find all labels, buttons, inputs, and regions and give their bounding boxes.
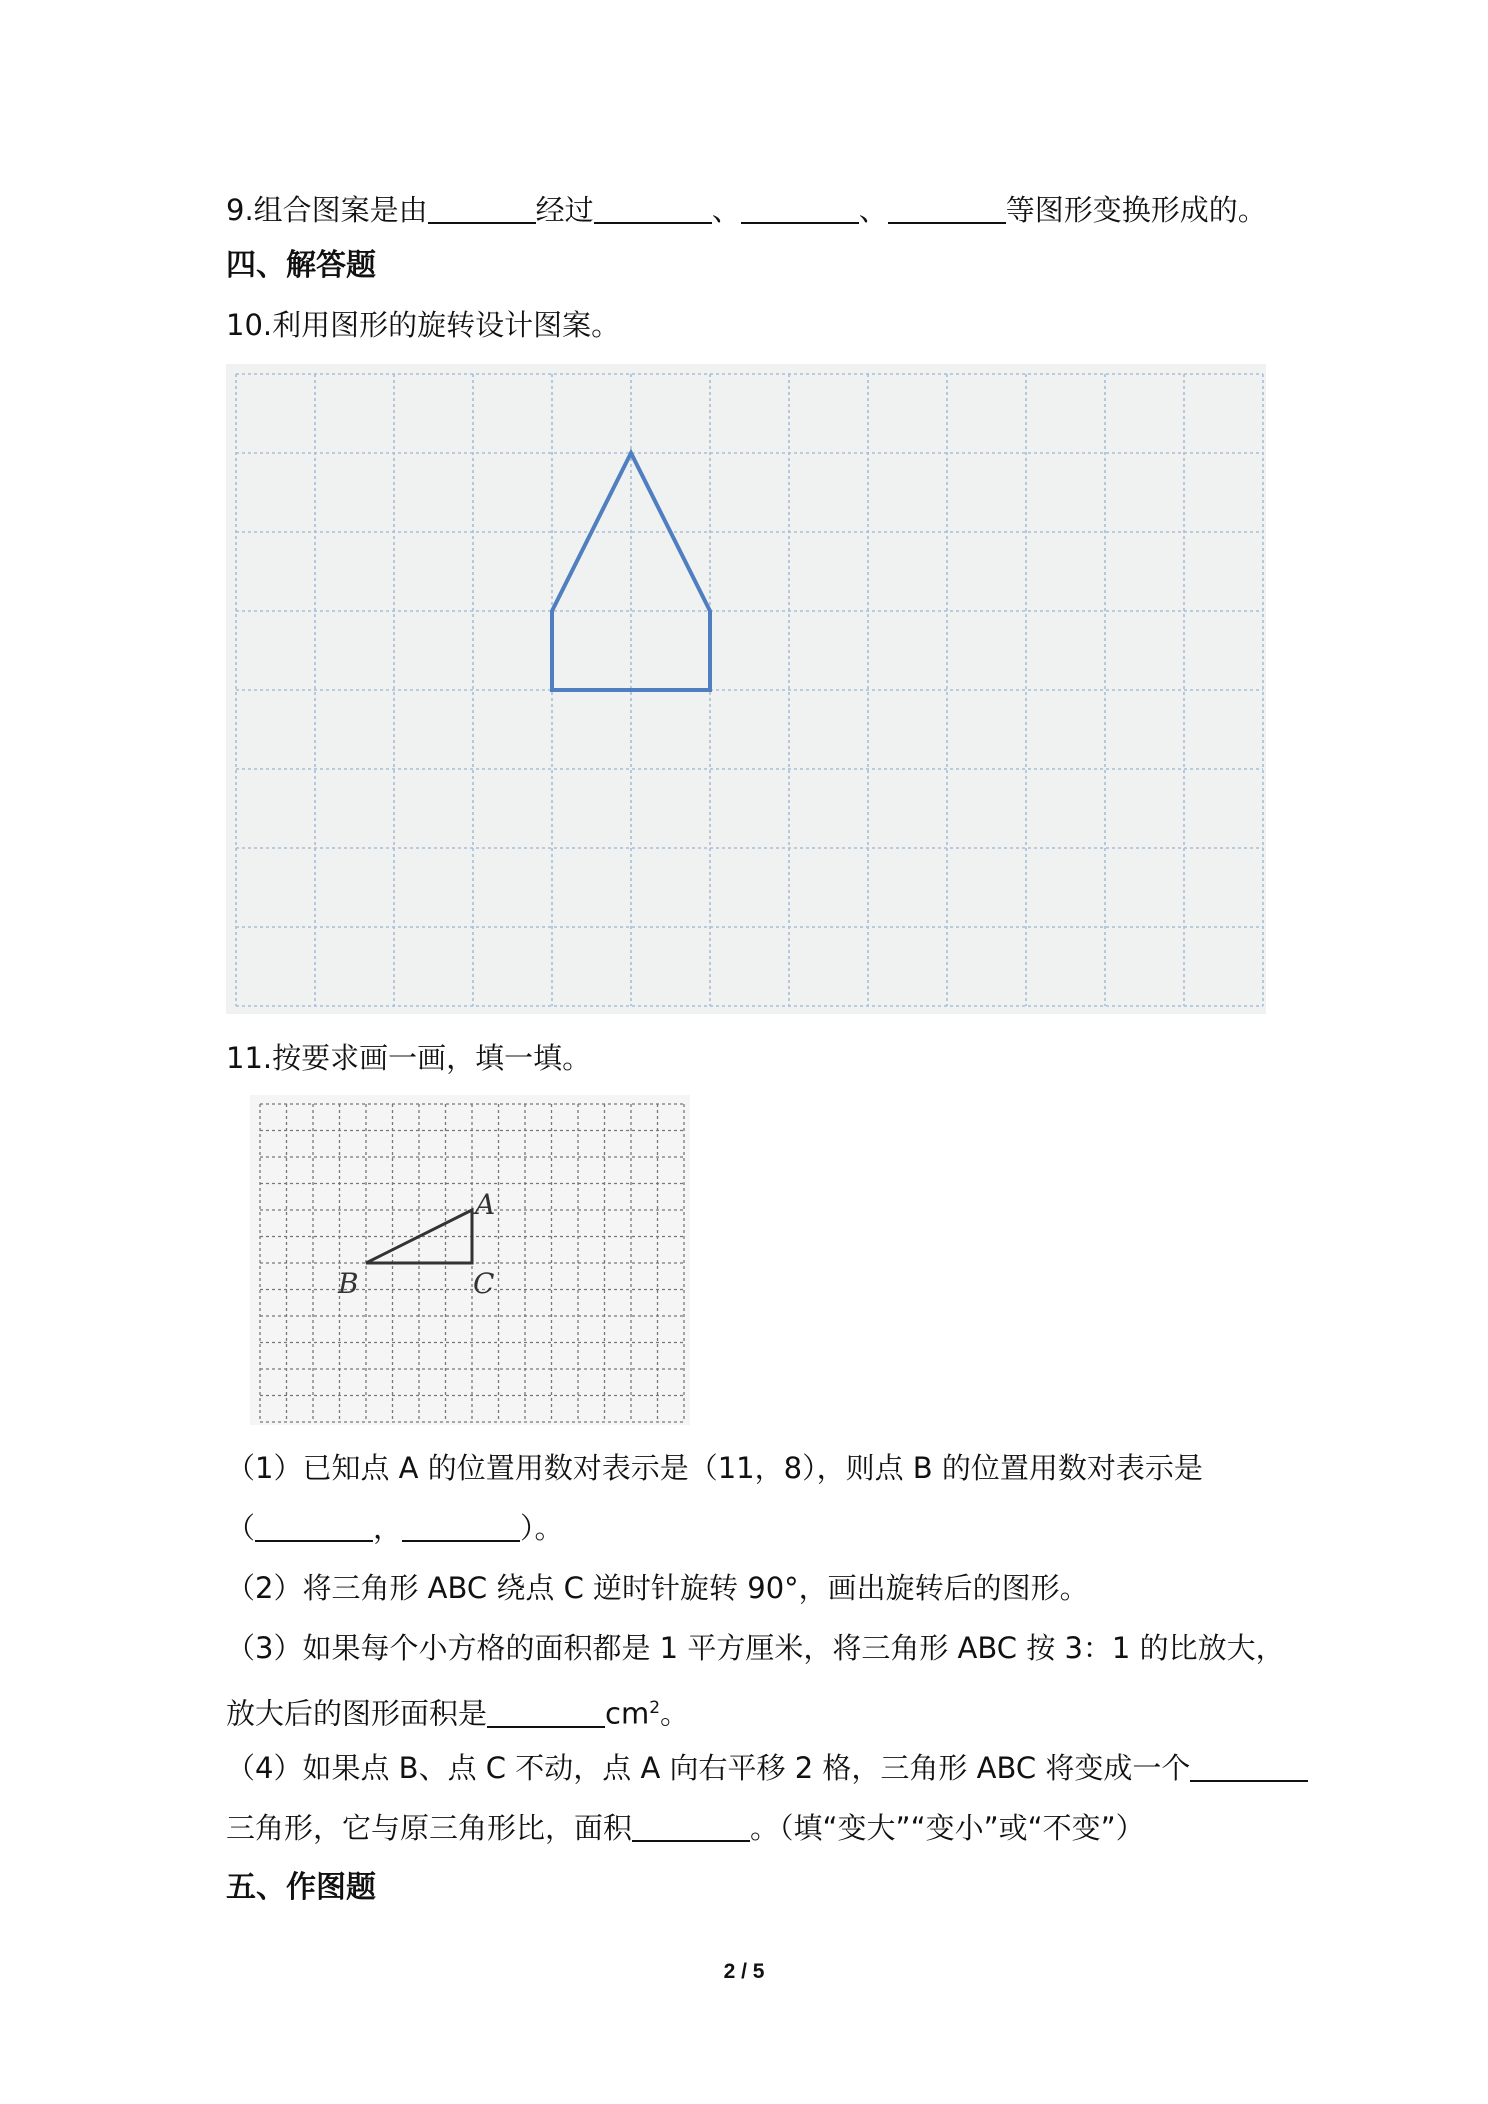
- q11-p1-comma: ，: [373, 1511, 403, 1545]
- q9-text-mid: 经过: [535, 193, 594, 227]
- q11-p3-text: 放大后的图形面积是: [226, 1696, 488, 1731]
- q11-p4-text-2: 三角形，它与原三角形比，面积: [226, 1811, 633, 1845]
- q9-sep-1: 、: [711, 193, 741, 227]
- label-b: B: [338, 1267, 359, 1300]
- q11-part-4-line-2: [226, 1808, 1145, 1848]
- q11-grid-figure: [250, 1095, 690, 1425]
- q9-sep-2: 、: [858, 193, 888, 227]
- q11-p4-text-3: 。（填“变大”“变小”或“不变”）: [750, 1811, 1145, 1845]
- section-5-heading: 五、作图题: [226, 1870, 376, 1905]
- q11-p3-end: 。: [660, 1696, 690, 1731]
- q11-p3-blank[interactable]: [487, 1696, 605, 1728]
- question-11-text: 11.按要求画一画，填一填。: [226, 1041, 592, 1075]
- q11-p4-blank-2[interactable]: [632, 1810, 750, 1842]
- section-4-heading: 四、解答题: [226, 248, 376, 283]
- label-a: A: [475, 1188, 496, 1221]
- q9-blank-2[interactable]: [594, 192, 712, 224]
- q11-p1-blank-2[interactable]: [402, 1510, 520, 1542]
- q11-part-1-line-2: [226, 1508, 564, 1548]
- q11-p1-close: ）。: [520, 1511, 564, 1545]
- q11-p3-superscript: 2: [649, 1698, 661, 1718]
- q9-blank-3[interactable]: [741, 192, 859, 224]
- q11-p3-unit: cm: [605, 1696, 650, 1731]
- q11-p1-blank-1[interactable]: [255, 1510, 373, 1542]
- q11-p4-text: （4）如果点 B、点 C 不动，点 A 向右平移 2 格，三角形 ABC 将变成一个: [226, 1751, 1191, 1785]
- q9-blank-1[interactable]: [428, 192, 536, 224]
- q11-part-4-line-1: [226, 1748, 1308, 1788]
- q11-part-3-line-1: （3）如果每个小方格的面积都是 1 平方厘米，将三角形 ABC 按 3：1 的比放大，: [226, 1631, 1285, 1665]
- q11-grid-svg: [250, 1095, 690, 1425]
- q11-p4-blank-1[interactable]: [1190, 1750, 1308, 1782]
- q9-text-after: 等图形变换形成的。: [1005, 193, 1267, 227]
- label-c: C: [473, 1267, 495, 1300]
- q9-text-before: 9.组合图案是由: [226, 193, 428, 227]
- q11-part-1-line-1: （1）已知点 A 的位置用数对表示是（11，8），则点 B 的位置用数对表示是: [226, 1451, 1203, 1485]
- q11-p1-open: （: [226, 1511, 256, 1545]
- question-10-text: 10.利用图形的旋转设计图案。: [226, 308, 621, 342]
- page-number: 2 / 5: [723, 1960, 765, 1983]
- question-9: [226, 190, 1267, 230]
- q10-grid-svg: [226, 364, 1266, 1014]
- q11-part-2: （2）将三角形 ABC 绕点 C 逆时针旋转 90°，画出旋转后的图形。: [226, 1571, 1089, 1605]
- q9-blank-4[interactable]: [888, 192, 1006, 224]
- q11-part-3-line-2: [226, 1688, 689, 1734]
- q10-grid-figure: [226, 364, 1266, 1014]
